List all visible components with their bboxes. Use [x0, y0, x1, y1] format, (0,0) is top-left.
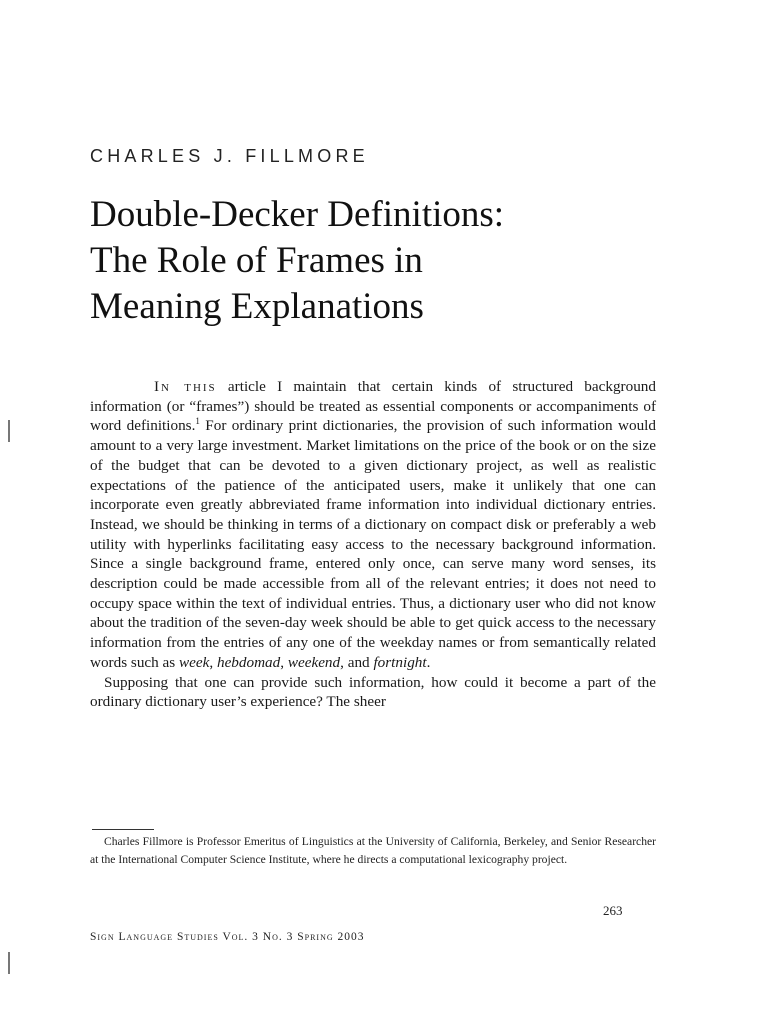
article-body	[90, 377, 656, 712]
term-separator: , and	[340, 653, 374, 671]
footnote	[90, 833, 656, 868]
paragraph-1-text-b: For ordinary print dictionaries, the provision of such information would amount to a very large investment. Market limitations on the price of the book or on the size of the budget that can be devoted to a given dictionary project, as well as realistic expectations of the patience of the anticipated users, make it unlikely that one can incorporate even greatly abbreviated frame information into individual dictionary entries. Instead, we should be thinking in terms of a dictionary on compact disk or preferably a web utility with hyperlinks facilitating easy access to the necessary background information. Since a single background frame, entered only once, can serve many word senses, its description could be made accessible from all of the relevant entries; it does not need to occupy space within the text of individual entries. Thus, a dictionary user who did not know about the tradition of the seven-day week should be able to get quick access to the necessary information from the entries of any one of the weekday names or from semantically related words such as	[90, 417, 656, 671]
term-week: week	[179, 653, 210, 671]
title-line-3: Meaning Explanations	[90, 286, 424, 327]
footnote-rule	[92, 829, 154, 830]
term-separator: ,	[280, 653, 288, 671]
title-line-2: The Role of Frames in	[90, 240, 423, 281]
term-separator: ,	[209, 653, 217, 671]
scan-edge-mark	[8, 420, 10, 442]
running-footer: Sign Language Studies Vol. 3 No. 3 Spring 2003	[90, 931, 365, 943]
term-hebdomad: hebdomad	[216, 653, 281, 671]
scan-edge-mark	[8, 952, 10, 974]
opening-words: In this	[154, 378, 217, 395]
page-number: 263	[603, 903, 623, 918]
term-fortnight: fortnight	[373, 653, 427, 671]
paragraph-2: Supposing that one can provide such information, how could it become a part of the ordinary dictionary user’s experience? The sheer	[90, 673, 656, 711]
term-weekend: weekend	[287, 653, 341, 671]
footnote-marker[interactable]: 1	[195, 416, 200, 427]
paragraph-1-text-a: article I maintain that certain kinds of structured background information (or “frames”) should be treated as essential components or accompaniments of word definitions.	[90, 378, 656, 435]
paragraph-end: .	[426, 653, 431, 671]
article-title	[90, 192, 710, 330]
paragraph-1	[90, 377, 656, 673]
title-line-1: Double-Decker Definitions:	[90, 194, 505, 235]
author-name: CHARLES J. FILLMORE	[90, 146, 369, 166]
footnote-text: Charles Fillmore is Professor Emeritus of Linguistics at the University of California, Berkeley, and Senior Researcher at the International Computer Science Institute, where he directs a computational lexicography project.	[90, 835, 656, 866]
